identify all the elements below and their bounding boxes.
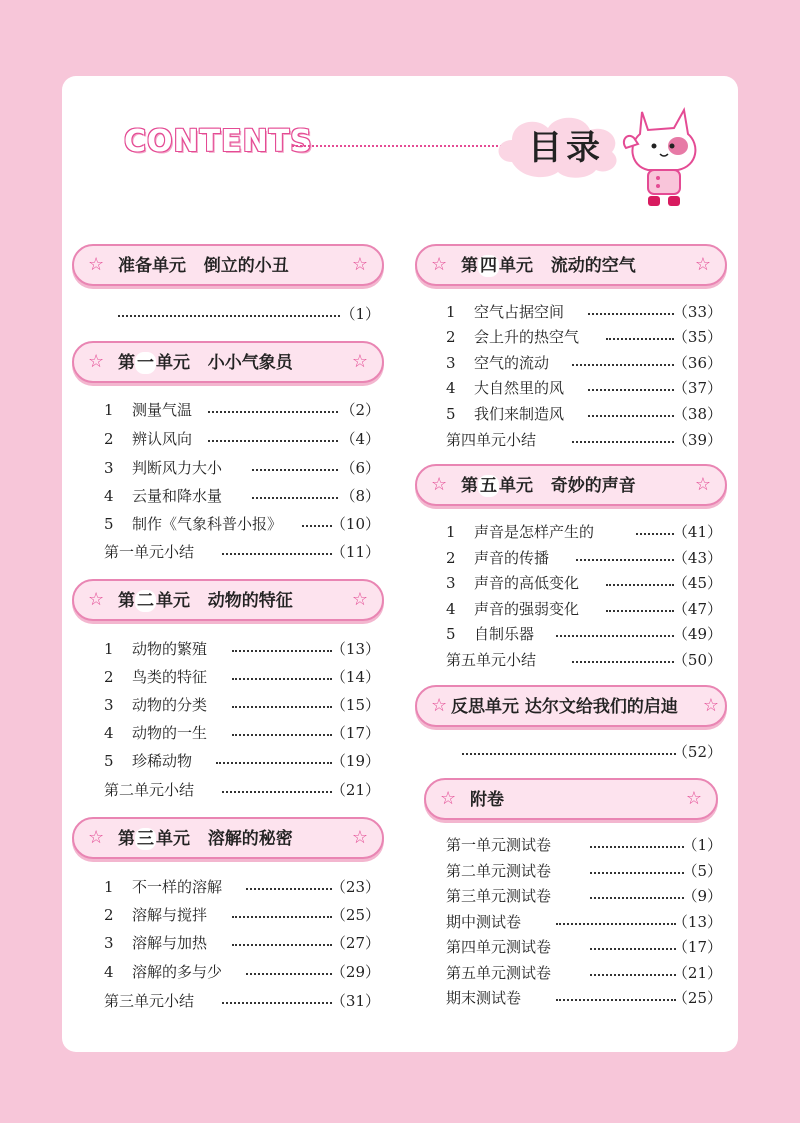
section-label: 附卷 bbox=[470, 790, 504, 810]
contents-heading: CONTENTS bbox=[124, 124, 313, 159]
toc-entry[interactable]: 2 会上升的热空气 （35） bbox=[446, 328, 722, 346]
toc-entry[interactable]: 4 动物的一生 （17） bbox=[104, 724, 380, 742]
page-number: （52） bbox=[672, 743, 722, 761]
toc-entry[interactable]: 第三单元小结 （31） bbox=[104, 992, 380, 1010]
toc-entry[interactable]: 3 空气的流动 （36） bbox=[446, 354, 722, 372]
star-icon: ☆ bbox=[88, 351, 105, 372]
toc-entry[interactable]: 第四单元测试卷 （17） bbox=[446, 938, 722, 956]
section-heading-unit-5 bbox=[415, 464, 727, 506]
toc-entry[interactable]: 2 溶解与搅拌 （25） bbox=[104, 906, 380, 924]
section-heading-reflection bbox=[415, 685, 727, 727]
toc-entry[interactable]: 第三单元测试卷 （9） bbox=[446, 887, 722, 905]
star-icon: ☆ bbox=[351, 254, 368, 275]
leader-dots bbox=[462, 753, 676, 755]
toc-entry[interactable]: 4 云量和降水量 （8） bbox=[104, 487, 380, 505]
toc-entry[interactable]: 2 声音的传播 （43） bbox=[446, 549, 722, 567]
section-heading-unit-4 bbox=[415, 244, 727, 286]
section-heading-unit-1 bbox=[72, 341, 384, 383]
section-label: 准备单元 倒立的小丑 bbox=[118, 256, 289, 276]
section-label: 第 二 单元 动物的特征 bbox=[118, 591, 293, 611]
cat-mascot-icon bbox=[618, 104, 708, 212]
toc-entry[interactable]: 3 溶解与加热 （27） bbox=[104, 934, 380, 952]
toc-entry[interactable]: 1 不一样的溶解 （23） bbox=[104, 878, 380, 896]
toc-entry[interactable]: 期末测试卷 （25） bbox=[446, 989, 722, 1007]
section-label: 第 四 单元 流动的空气 bbox=[461, 256, 636, 276]
section-heading-prep bbox=[72, 244, 384, 286]
section-heading-unit-3 bbox=[72, 817, 384, 859]
toc-entry[interactable]: 5 制作《气象科普小报》 （10） bbox=[104, 515, 380, 533]
toc-entry[interactable]: 1 测量气温 （2） bbox=[104, 401, 380, 419]
section-label: 反思单元 达尔文给我们的启迪 bbox=[451, 697, 678, 717]
toc-entry[interactable]: 4 溶解的多与少 （29） bbox=[104, 963, 380, 981]
page-number: （1） bbox=[340, 305, 380, 323]
title-dotted-rule bbox=[292, 145, 502, 147]
toc-entry[interactable]: 1 动物的繁殖 （13） bbox=[104, 640, 380, 658]
toc-entry[interactable]: 5 珍稀动物 （19） bbox=[104, 752, 380, 770]
star-icon: ☆ bbox=[431, 695, 448, 716]
toc-entry[interactable]: 2 辨认风向 （4） bbox=[104, 430, 380, 448]
toc-entry[interactable]: 1 声音是怎样产生的 （41） bbox=[446, 523, 722, 541]
section-heading-appendix bbox=[424, 778, 718, 820]
toc-entry[interactable]: 第二单元小结 （21） bbox=[104, 781, 380, 799]
toc-entry[interactable]: 1 空气占据空间 （33） bbox=[446, 303, 722, 321]
toc-entry[interactable]: 4 声音的强弱变化 （47） bbox=[446, 600, 722, 618]
star-icon: ☆ bbox=[440, 788, 457, 809]
cloud-title: 目录 bbox=[528, 128, 604, 168]
toc-entry[interactable]: 5 自制乐器 （49） bbox=[446, 625, 722, 643]
toc-entry[interactable]: 期中测试卷 （13） bbox=[446, 913, 722, 931]
star-icon: ☆ bbox=[431, 474, 448, 495]
toc-entry[interactable]: 第一单元小结 （11） bbox=[104, 543, 380, 561]
section-heading-unit-2 bbox=[72, 579, 384, 621]
toc-entry[interactable]: 5 我们来制造风 （38） bbox=[446, 405, 722, 423]
star-icon: ☆ bbox=[694, 254, 711, 275]
section-label: 第 三 单元 溶解的秘密 bbox=[118, 829, 293, 849]
toc-entry[interactable]: 3 判断风力大小 （6） bbox=[104, 459, 380, 477]
toc-entry[interactable]: 4 大自然里的风 （37） bbox=[446, 379, 722, 397]
toc-entry[interactable]: 第一单元测试卷 （1） bbox=[446, 836, 722, 854]
toc-entry[interactable] bbox=[462, 740, 722, 764]
toc-entry[interactable] bbox=[118, 302, 380, 326]
star-icon: ☆ bbox=[88, 589, 105, 610]
section-label: 第 五 单元 奇妙的声音 bbox=[461, 476, 636, 496]
toc-entry[interactable]: 3 声音的高低变化 （45） bbox=[446, 574, 722, 592]
leader-dots bbox=[118, 315, 340, 317]
toc-entry[interactable]: 第五单元小结 （50） bbox=[446, 651, 722, 669]
star-icon: ☆ bbox=[88, 254, 105, 275]
star-icon: ☆ bbox=[702, 695, 719, 716]
toc-entry[interactable]: 第二单元测试卷 （5） bbox=[446, 862, 722, 880]
toc-entry[interactable]: 第四单元小结 （39） bbox=[446, 431, 722, 449]
toc-entry[interactable]: 3 动物的分类 （15） bbox=[104, 696, 380, 714]
star-icon: ☆ bbox=[351, 827, 368, 848]
star-icon: ☆ bbox=[685, 788, 702, 809]
star-icon: ☆ bbox=[694, 474, 711, 495]
star-icon: ☆ bbox=[88, 827, 105, 848]
star-icon: ☆ bbox=[351, 351, 368, 372]
toc-entry[interactable]: 2 鸟类的特征 （14） bbox=[104, 668, 380, 686]
star-icon: ☆ bbox=[431, 254, 448, 275]
star-icon: ☆ bbox=[351, 589, 368, 610]
toc-entry[interactable]: 第五单元测试卷 （21） bbox=[446, 964, 722, 982]
section-label: 第 一 单元 小小气象员 bbox=[118, 353, 293, 373]
